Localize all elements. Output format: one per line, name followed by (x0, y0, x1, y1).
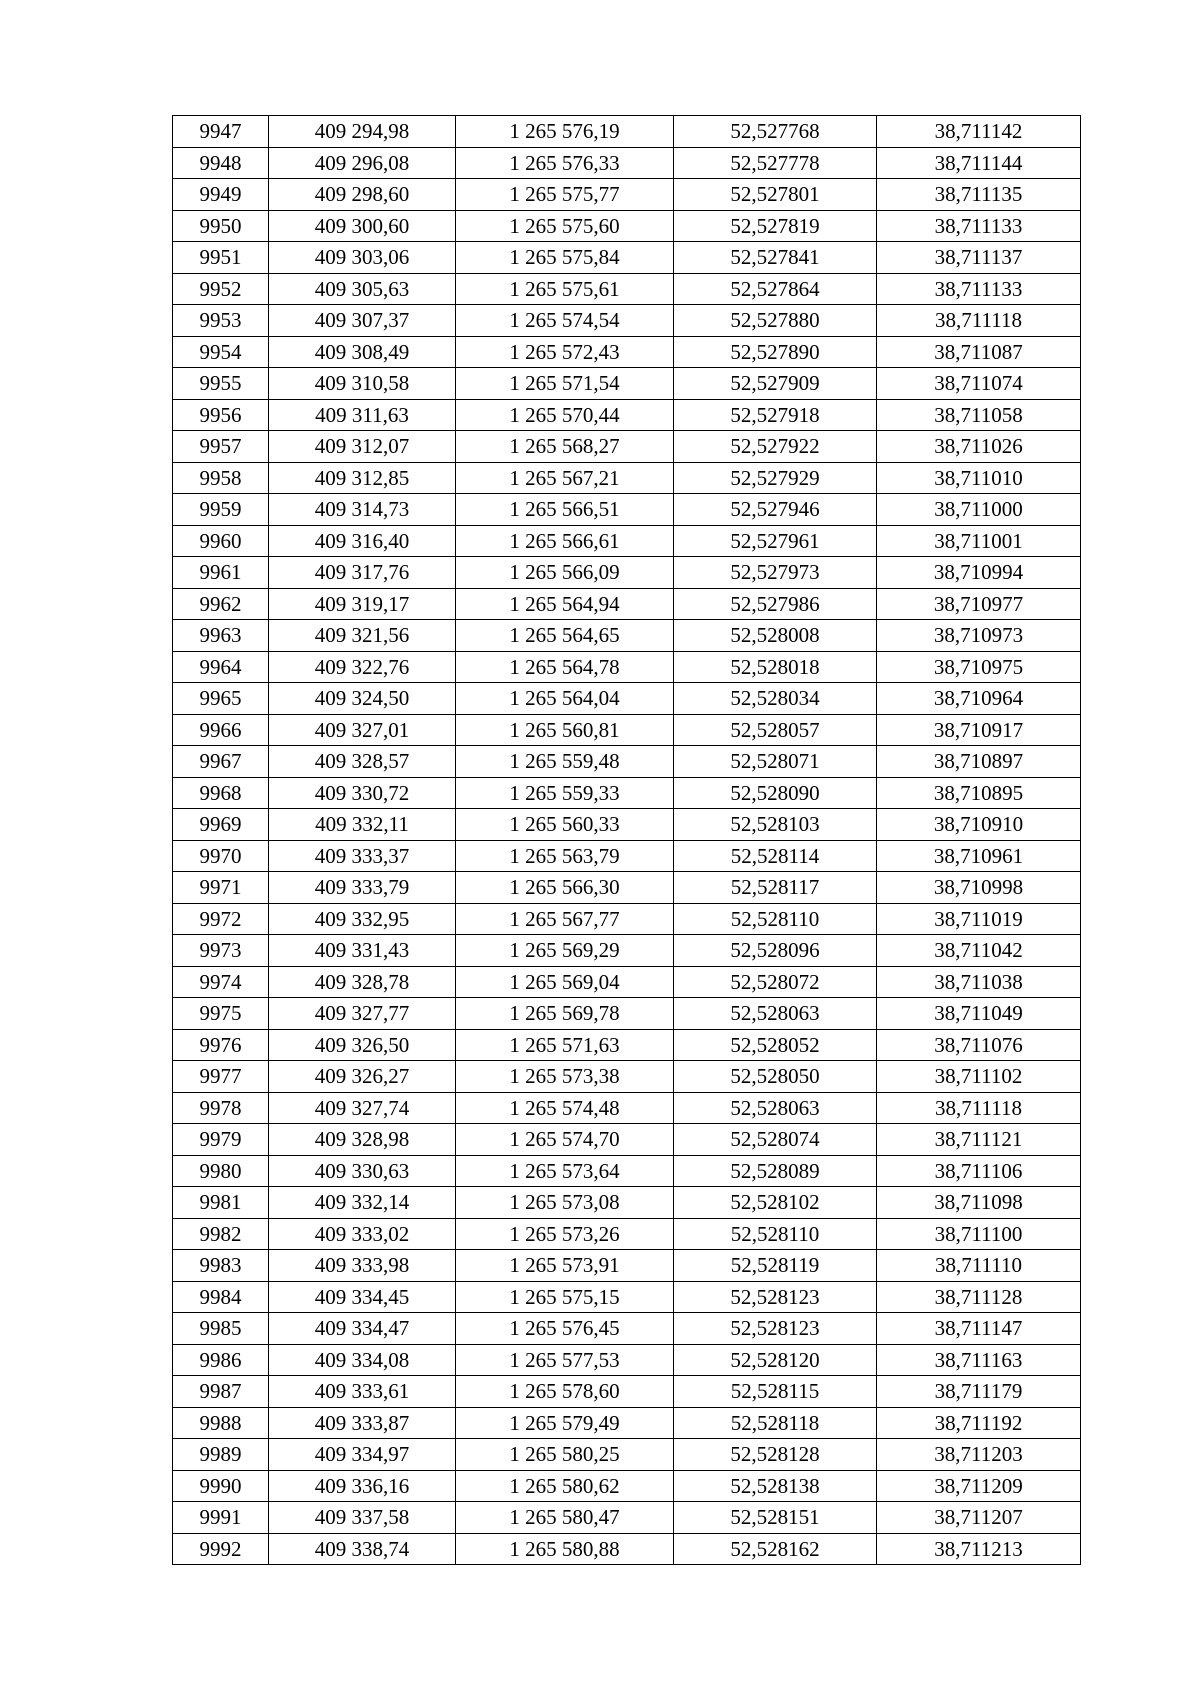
x-coordinate-cell: 409 332,95 (269, 903, 456, 935)
table-row (173, 494, 1081, 526)
latitude-cell: 52,527778 (674, 147, 877, 179)
y-coordinate-cell: 1 265 573,08 (456, 1187, 674, 1219)
point-number-cell: 9984 (173, 1281, 269, 1313)
y-coordinate-cell: 1 265 575,84 (456, 242, 674, 274)
latitude-cell: 52,527801 (674, 179, 877, 211)
longitude-cell: 38,711106 (877, 1155, 1081, 1187)
y-coordinate-cell: 1 265 572,43 (456, 336, 674, 368)
longitude-cell: 38,711133 (877, 273, 1081, 305)
point-number-cell: 9973 (173, 935, 269, 967)
x-coordinate-cell: 409 334,47 (269, 1313, 456, 1345)
point-number-cell: 9950 (173, 210, 269, 242)
x-coordinate-cell: 409 307,37 (269, 305, 456, 337)
longitude-cell: 38,711137 (877, 242, 1081, 274)
x-coordinate-cell: 409 333,37 (269, 840, 456, 872)
point-number-cell: 9953 (173, 305, 269, 337)
latitude-cell: 52,527929 (674, 462, 877, 494)
latitude-cell: 52,527864 (674, 273, 877, 305)
y-coordinate-cell: 1 265 570,44 (456, 399, 674, 431)
y-coordinate-cell: 1 265 574,70 (456, 1124, 674, 1156)
longitude-cell: 38,711058 (877, 399, 1081, 431)
point-number-cell: 9964 (173, 651, 269, 683)
latitude-cell: 52,528103 (674, 809, 877, 841)
longitude-cell: 38,711118 (877, 1092, 1081, 1124)
x-coordinate-cell: 409 319,17 (269, 588, 456, 620)
table-row (173, 1470, 1081, 1502)
y-coordinate-cell: 1 265 571,63 (456, 1029, 674, 1061)
point-number-cell: 9989 (173, 1439, 269, 1471)
y-coordinate-cell: 1 265 579,49 (456, 1407, 674, 1439)
longitude-cell: 38,711098 (877, 1187, 1081, 1219)
latitude-cell: 52,528063 (674, 1092, 877, 1124)
longitude-cell: 38,710998 (877, 872, 1081, 904)
longitude-cell: 38,711121 (877, 1124, 1081, 1156)
longitude-cell: 38,711135 (877, 179, 1081, 211)
table-row (173, 998, 1081, 1030)
x-coordinate-cell: 409 333,87 (269, 1407, 456, 1439)
y-coordinate-cell: 1 265 563,79 (456, 840, 674, 872)
table-row (173, 273, 1081, 305)
latitude-cell: 52,527918 (674, 399, 877, 431)
point-number-cell: 9958 (173, 462, 269, 494)
y-coordinate-cell: 1 265 564,65 (456, 620, 674, 652)
latitude-cell: 52,528050 (674, 1061, 877, 1093)
y-coordinate-cell: 1 265 575,60 (456, 210, 674, 242)
table-row (173, 462, 1081, 494)
x-coordinate-cell: 409 334,97 (269, 1439, 456, 1471)
point-number-cell: 9952 (173, 273, 269, 305)
longitude-cell: 38,711192 (877, 1407, 1081, 1439)
x-coordinate-cell: 409 338,74 (269, 1533, 456, 1565)
table-row (173, 651, 1081, 683)
longitude-cell: 38,710994 (877, 557, 1081, 589)
y-coordinate-cell: 1 265 580,47 (456, 1502, 674, 1534)
latitude-cell: 52,527841 (674, 242, 877, 274)
longitude-cell: 38,711026 (877, 431, 1081, 463)
latitude-cell: 52,528138 (674, 1470, 877, 1502)
latitude-cell: 52,527890 (674, 336, 877, 368)
y-coordinate-cell: 1 265 567,77 (456, 903, 674, 935)
latitude-cell: 52,528090 (674, 777, 877, 809)
point-number-cell: 9972 (173, 903, 269, 935)
table-row (173, 1407, 1081, 1439)
latitude-cell: 52,527880 (674, 305, 877, 337)
point-number-cell: 9967 (173, 746, 269, 778)
y-coordinate-cell: 1 265 580,62 (456, 1470, 674, 1502)
latitude-cell: 52,527819 (674, 210, 877, 242)
point-number-cell: 9961 (173, 557, 269, 589)
table-row (173, 966, 1081, 998)
x-coordinate-cell: 409 311,63 (269, 399, 456, 431)
table-row (173, 1439, 1081, 1471)
x-coordinate-cell: 409 331,43 (269, 935, 456, 967)
table-row (173, 305, 1081, 337)
latitude-cell: 52,528072 (674, 966, 877, 998)
x-coordinate-cell: 409 328,57 (269, 746, 456, 778)
point-number-cell: 9956 (173, 399, 269, 431)
y-coordinate-cell: 1 265 569,78 (456, 998, 674, 1030)
x-coordinate-cell: 409 333,98 (269, 1250, 456, 1282)
x-coordinate-cell: 409 308,49 (269, 336, 456, 368)
table-row (173, 840, 1081, 872)
table-row (173, 1187, 1081, 1219)
latitude-cell: 52,528110 (674, 1218, 877, 1250)
y-coordinate-cell: 1 265 564,78 (456, 651, 674, 683)
table-row (173, 1344, 1081, 1376)
x-coordinate-cell: 409 328,78 (269, 966, 456, 998)
table-row (173, 431, 1081, 463)
latitude-cell: 52,527768 (674, 116, 877, 148)
latitude-cell: 52,528057 (674, 714, 877, 746)
point-number-cell: 9963 (173, 620, 269, 652)
y-coordinate-cell: 1 265 566,61 (456, 525, 674, 557)
x-coordinate-cell: 409 316,40 (269, 525, 456, 557)
longitude-cell: 38,710977 (877, 588, 1081, 620)
point-number-cell: 9982 (173, 1218, 269, 1250)
point-number-cell: 9954 (173, 336, 269, 368)
point-number-cell: 9983 (173, 1250, 269, 1282)
table-row (173, 368, 1081, 400)
table-row (173, 557, 1081, 589)
longitude-cell: 38,711163 (877, 1344, 1081, 1376)
x-coordinate-cell: 409 332,14 (269, 1187, 456, 1219)
y-coordinate-cell: 1 265 576,45 (456, 1313, 674, 1345)
x-coordinate-cell: 409 333,02 (269, 1218, 456, 1250)
table-row (173, 588, 1081, 620)
longitude-cell: 38,711019 (877, 903, 1081, 935)
point-number-cell: 9990 (173, 1470, 269, 1502)
point-number-cell: 9951 (173, 242, 269, 274)
table-row (173, 809, 1081, 841)
x-coordinate-cell: 409 321,56 (269, 620, 456, 652)
x-coordinate-cell: 409 312,85 (269, 462, 456, 494)
table-row (173, 683, 1081, 715)
point-number-cell: 9976 (173, 1029, 269, 1061)
point-number-cell: 9985 (173, 1313, 269, 1345)
point-number-cell: 9966 (173, 714, 269, 746)
latitude-cell: 52,528120 (674, 1344, 877, 1376)
table-row (173, 1502, 1081, 1534)
y-coordinate-cell: 1 265 571,54 (456, 368, 674, 400)
y-coordinate-cell: 1 265 573,26 (456, 1218, 674, 1250)
point-number-cell: 9975 (173, 998, 269, 1030)
longitude-cell: 38,711209 (877, 1470, 1081, 1502)
table-row (173, 746, 1081, 778)
coordinates-table-body (173, 116, 1081, 1565)
longitude-cell: 38,711118 (877, 305, 1081, 337)
y-coordinate-cell: 1 265 564,94 (456, 588, 674, 620)
point-number-cell: 9988 (173, 1407, 269, 1439)
longitude-cell: 38,711203 (877, 1439, 1081, 1471)
x-coordinate-cell: 409 327,74 (269, 1092, 456, 1124)
longitude-cell: 38,710917 (877, 714, 1081, 746)
y-coordinate-cell: 1 265 576,33 (456, 147, 674, 179)
table-row (173, 903, 1081, 935)
table-row (173, 242, 1081, 274)
x-coordinate-cell: 409 332,11 (269, 809, 456, 841)
longitude-cell: 38,710975 (877, 651, 1081, 683)
y-coordinate-cell: 1 265 569,29 (456, 935, 674, 967)
y-coordinate-cell: 1 265 575,77 (456, 179, 674, 211)
latitude-cell: 52,528128 (674, 1439, 877, 1471)
point-number-cell: 9955 (173, 368, 269, 400)
x-coordinate-cell: 409 334,08 (269, 1344, 456, 1376)
latitude-cell: 52,528008 (674, 620, 877, 652)
point-number-cell: 9979 (173, 1124, 269, 1156)
latitude-cell: 52,527986 (674, 588, 877, 620)
latitude-cell: 52,528074 (674, 1124, 877, 1156)
longitude-cell: 38,710964 (877, 683, 1081, 715)
longitude-cell: 38,711133 (877, 210, 1081, 242)
y-coordinate-cell: 1 265 580,25 (456, 1439, 674, 1471)
longitude-cell: 38,711144 (877, 147, 1081, 179)
table-row (173, 1061, 1081, 1093)
table-row (173, 525, 1081, 557)
table-row (173, 1250, 1081, 1282)
y-coordinate-cell: 1 265 566,30 (456, 872, 674, 904)
longitude-cell: 38,710910 (877, 809, 1081, 841)
latitude-cell: 52,528018 (674, 651, 877, 683)
table-row (173, 147, 1081, 179)
y-coordinate-cell: 1 265 566,09 (456, 557, 674, 589)
point-number-cell: 9960 (173, 525, 269, 557)
x-coordinate-cell: 409 337,58 (269, 1502, 456, 1534)
x-coordinate-cell: 409 328,98 (269, 1124, 456, 1156)
latitude-cell: 52,528096 (674, 935, 877, 967)
y-coordinate-cell: 1 265 573,64 (456, 1155, 674, 1187)
y-coordinate-cell: 1 265 576,19 (456, 116, 674, 148)
table-row (173, 1155, 1081, 1187)
table-row (173, 1092, 1081, 1124)
y-coordinate-cell: 1 265 560,81 (456, 714, 674, 746)
latitude-cell: 52,528102 (674, 1187, 877, 1219)
longitude-cell: 38,711213 (877, 1533, 1081, 1565)
longitude-cell: 38,711147 (877, 1313, 1081, 1345)
x-coordinate-cell: 409 333,79 (269, 872, 456, 904)
latitude-cell: 52,527946 (674, 494, 877, 526)
y-coordinate-cell: 1 265 573,91 (456, 1250, 674, 1282)
x-coordinate-cell: 409 327,01 (269, 714, 456, 746)
x-coordinate-cell: 409 330,72 (269, 777, 456, 809)
coordinates-table (172, 115, 1081, 1565)
longitude-cell: 38,711076 (877, 1029, 1081, 1061)
latitude-cell: 52,528034 (674, 683, 877, 715)
latitude-cell: 52,528151 (674, 1502, 877, 1534)
longitude-cell: 38,711102 (877, 1061, 1081, 1093)
latitude-cell: 52,528118 (674, 1407, 877, 1439)
latitude-cell: 52,528162 (674, 1533, 877, 1565)
longitude-cell: 38,711142 (877, 116, 1081, 148)
longitude-cell: 38,711100 (877, 1218, 1081, 1250)
y-coordinate-cell: 1 265 574,54 (456, 305, 674, 337)
y-coordinate-cell: 1 265 569,04 (456, 966, 674, 998)
y-coordinate-cell: 1 265 567,21 (456, 462, 674, 494)
point-number-cell: 9949 (173, 179, 269, 211)
latitude-cell: 52,527922 (674, 431, 877, 463)
point-number-cell: 9978 (173, 1092, 269, 1124)
longitude-cell: 38,710973 (877, 620, 1081, 652)
point-number-cell: 9992 (173, 1533, 269, 1565)
latitude-cell: 52,528110 (674, 903, 877, 935)
x-coordinate-cell: 409 300,60 (269, 210, 456, 242)
x-coordinate-cell: 409 312,07 (269, 431, 456, 463)
table-row (173, 1376, 1081, 1408)
x-coordinate-cell: 409 326,50 (269, 1029, 456, 1061)
point-number-cell: 9971 (173, 872, 269, 904)
table-row (173, 1124, 1081, 1156)
point-number-cell: 9980 (173, 1155, 269, 1187)
table-row (173, 210, 1081, 242)
x-coordinate-cell: 409 296,08 (269, 147, 456, 179)
y-coordinate-cell: 1 265 578,60 (456, 1376, 674, 1408)
longitude-cell: 38,711087 (877, 336, 1081, 368)
point-number-cell: 9986 (173, 1344, 269, 1376)
longitude-cell: 38,711000 (877, 494, 1081, 526)
table-row (173, 935, 1081, 967)
latitude-cell: 52,528115 (674, 1376, 877, 1408)
x-coordinate-cell: 409 298,60 (269, 179, 456, 211)
longitude-cell: 38,711128 (877, 1281, 1081, 1313)
longitude-cell: 38,710961 (877, 840, 1081, 872)
y-coordinate-cell: 1 265 566,51 (456, 494, 674, 526)
point-number-cell: 9968 (173, 777, 269, 809)
y-coordinate-cell: 1 265 564,04 (456, 683, 674, 715)
longitude-cell: 38,710895 (877, 777, 1081, 809)
latitude-cell: 52,528119 (674, 1250, 877, 1282)
x-coordinate-cell: 409 336,16 (269, 1470, 456, 1502)
longitude-cell: 38,710897 (877, 746, 1081, 778)
point-number-cell: 9970 (173, 840, 269, 872)
x-coordinate-cell: 409 303,06 (269, 242, 456, 274)
point-number-cell: 9977 (173, 1061, 269, 1093)
y-coordinate-cell: 1 265 559,33 (456, 777, 674, 809)
y-coordinate-cell: 1 265 568,27 (456, 431, 674, 463)
latitude-cell: 52,527973 (674, 557, 877, 589)
point-number-cell: 9948 (173, 147, 269, 179)
latitude-cell: 52,528089 (674, 1155, 877, 1187)
latitude-cell: 52,528123 (674, 1281, 877, 1313)
longitude-cell: 38,711110 (877, 1250, 1081, 1282)
x-coordinate-cell: 409 310,58 (269, 368, 456, 400)
x-coordinate-cell: 409 334,45 (269, 1281, 456, 1313)
table-row (173, 179, 1081, 211)
y-coordinate-cell: 1 265 580,88 (456, 1533, 674, 1565)
point-number-cell: 9987 (173, 1376, 269, 1408)
latitude-cell: 52,528117 (674, 872, 877, 904)
point-number-cell: 9974 (173, 966, 269, 998)
table-row (173, 1218, 1081, 1250)
latitude-cell: 52,528123 (674, 1313, 877, 1345)
point-number-cell: 9947 (173, 116, 269, 148)
x-coordinate-cell: 409 294,98 (269, 116, 456, 148)
longitude-cell: 38,711001 (877, 525, 1081, 557)
table-row (173, 1281, 1081, 1313)
x-coordinate-cell: 409 333,61 (269, 1376, 456, 1408)
table-row (173, 777, 1081, 809)
point-number-cell: 9969 (173, 809, 269, 841)
latitude-cell: 52,528071 (674, 746, 877, 778)
table-row (173, 1313, 1081, 1345)
longitude-cell: 38,711038 (877, 966, 1081, 998)
latitude-cell: 52,527961 (674, 525, 877, 557)
x-coordinate-cell: 409 317,76 (269, 557, 456, 589)
x-coordinate-cell: 409 327,77 (269, 998, 456, 1030)
x-coordinate-cell: 409 322,76 (269, 651, 456, 683)
latitude-cell: 52,528052 (674, 1029, 877, 1061)
table-row (173, 714, 1081, 746)
longitude-cell: 38,711179 (877, 1376, 1081, 1408)
y-coordinate-cell: 1 265 577,53 (456, 1344, 674, 1376)
table-row (173, 336, 1081, 368)
point-number-cell: 9959 (173, 494, 269, 526)
point-number-cell: 9957 (173, 431, 269, 463)
latitude-cell: 52,528114 (674, 840, 877, 872)
longitude-cell: 38,711042 (877, 935, 1081, 967)
y-coordinate-cell: 1 265 574,48 (456, 1092, 674, 1124)
x-coordinate-cell: 409 330,63 (269, 1155, 456, 1187)
y-coordinate-cell: 1 265 573,38 (456, 1061, 674, 1093)
longitude-cell: 38,711207 (877, 1502, 1081, 1534)
latitude-cell: 52,527909 (674, 368, 877, 400)
y-coordinate-cell: 1 265 575,61 (456, 273, 674, 305)
table-row (173, 116, 1081, 148)
table-row (173, 620, 1081, 652)
x-coordinate-cell: 409 305,63 (269, 273, 456, 305)
y-coordinate-cell: 1 265 575,15 (456, 1281, 674, 1313)
table-row (173, 399, 1081, 431)
x-coordinate-cell: 409 326,27 (269, 1061, 456, 1093)
x-coordinate-cell: 409 314,73 (269, 494, 456, 526)
y-coordinate-cell: 1 265 560,33 (456, 809, 674, 841)
latitude-cell: 52,528063 (674, 998, 877, 1030)
table-row (173, 1533, 1081, 1565)
point-number-cell: 9965 (173, 683, 269, 715)
point-number-cell: 9981 (173, 1187, 269, 1219)
point-number-cell: 9962 (173, 588, 269, 620)
table-row (173, 1029, 1081, 1061)
longitude-cell: 38,711074 (877, 368, 1081, 400)
longitude-cell: 38,711049 (877, 998, 1081, 1030)
table-row (173, 872, 1081, 904)
point-number-cell: 9991 (173, 1502, 269, 1534)
longitude-cell: 38,711010 (877, 462, 1081, 494)
x-coordinate-cell: 409 324,50 (269, 683, 456, 715)
y-coordinate-cell: 1 265 559,48 (456, 746, 674, 778)
